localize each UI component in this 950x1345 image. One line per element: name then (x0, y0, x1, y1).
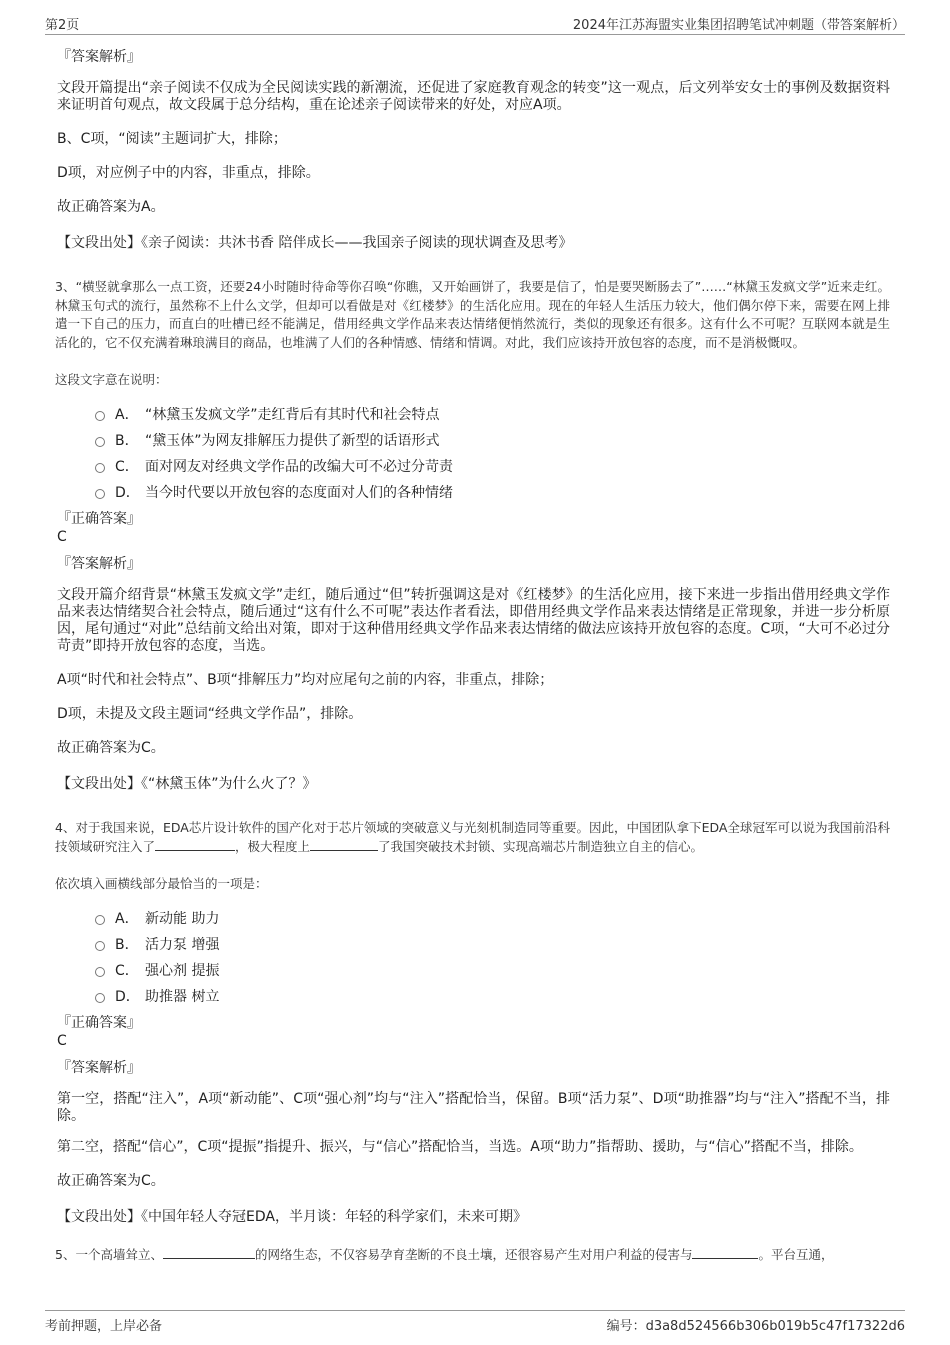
analysis-label: 『答案解析』 (57, 1060, 141, 1076)
analysis-paragraph: D项，对应例子中的内容，非重点，排除。 (57, 165, 320, 181)
option-b[interactable]: B． 活力泵 增强 (95, 932, 890, 958)
option-b[interactable]: B． “黛玉体”为网友排解压力提供了新型的话语形式 (95, 428, 890, 454)
analysis-paragraph: D项，未提及文段主题词“经典文学作品”，排除。 (57, 706, 363, 722)
passage-source: 【文段出处】《亲子阅读：共沐书香 陪伴成长——我国亲子阅读的现状调查及思考》 (57, 235, 573, 251)
correct-answer: C (57, 1033, 67, 1049)
analysis-paragraph: 第二空，搭配“信心”，C项“提振”指提升、振兴，与“信心”搭配恰当，当选。A项“助力”指帮助、援助，与“信心”搭配不当，排除。 (57, 1139, 863, 1155)
option-list (95, 906, 890, 1010)
footer-slogan: 考前押题，上岸必备 (45, 1319, 163, 1334)
option-a[interactable]: A． 新动能 助力 (95, 906, 890, 932)
question-stem: 4、对于我国来说，EDA芯片设计软件的国产化对于芯片领域的突破意义与光刻机制造同等重要。因此，中国团队拿下EDA全球冠军可以说为我国前沿科技领域研究注入了 ，极大程度上 了我国突破技术封锁、实现高端芯片制造独立自主的信心。 (55, 820, 890, 854)
fill-blank (155, 838, 235, 851)
question-stem: 5、一个高墙耸立、 的网络生态，不仅容易孕育垄断的不良土壤，还很容易产生对用户利益的侵害与 。平台互通， (55, 1247, 834, 1262)
radio-icon[interactable] (95, 411, 105, 421)
document-title: 2024年江苏海盟实业集团招聘笔试冲刺题（带答案解析） (572, 18, 905, 33)
question-prompt: 依次填入画横线部分最恰当的一项是： (55, 876, 268, 891)
analysis-paragraph: A项“时代和社会特点”、B项“排解压力”均对应尾句之前的内容，非重点，排除； (57, 672, 554, 688)
radio-icon[interactable] (95, 941, 105, 951)
analysis-paragraph: 文段开篇提出“亲子阅读不仅成为全民阅读实践的新潮流，还促进了家庭教育观念的转变”这一观点，后文列举安女士的事例及数据资料来证明首句观点，故文段属于总分结构，重在论述亲子阅读带来的好处，对应A项。 (57, 80, 890, 113)
page-header (45, 12, 905, 35)
radio-icon[interactable] (95, 489, 105, 499)
radio-icon[interactable] (95, 967, 105, 977)
question-stem: 3、“横竖就拿那么一点工资，还要24小时随时待命等你召唤“你瞧，又开始画饼了，我要是信了，怕是要哭断肠去了”……“林黛玉发疯文学”近来走红。林黛玉句式的流行，虽然称不上什么文学，但却可以看做是对《红楼梦》的生活化应用。现在的年轻人生活压力较大，他们偶尔停下来，需要在网上排遣一下自己的压力，而直白的吐槽已经不能满足，借用经典文学作品来表达情绪便悄然流行，类似的现象还有很多。这有什么不可呢？互联网本就是生活化的，它不仅充满着琳琅满目的商品，也堆满了人们的各种情感、情绪和情调。对此，我们应该持开放包容的态度，而不是消极慨叹。 (55, 279, 890, 350)
radio-icon[interactable] (95, 993, 105, 1003)
option-d[interactable]: D． 助推器 树立 (95, 984, 890, 1010)
correct-answer: C (57, 529, 67, 545)
radio-icon[interactable] (95, 915, 105, 925)
analysis-paragraph: 文段开篇介绍背景“林黛玉发疯文学”走红，随后通过“但”转折强调这是对《红楼梦》的生活化应用，接下来进一步指出借用经典文学作品来表达情绪契合社会特点，随后通过“这有什么不可呢”表达作者看法，即借用经典文学作品来表达情绪是正常现象，并进一步分析原因，尾句通过“对此”总结前文给出对策，即对于这种借用经典文学作品来表达情绪的做法应该持开放包容的态度。C项，“大可不必过分苛责”即持开放包容的态度，当选。 (57, 587, 890, 654)
correct-answer-label: 『正确答案』 (57, 511, 141, 527)
analysis-label: 『答案解析』 (57, 49, 141, 65)
page-number: 第2页 (45, 18, 80, 33)
fill-blank (163, 1246, 255, 1259)
analysis-conclusion: 故正确答案为C。 (57, 1173, 165, 1189)
fill-blank (310, 838, 378, 851)
correct-answer-label: 『正确答案』 (57, 1015, 141, 1031)
analysis-conclusion: 故正确答案为A。 (57, 199, 165, 215)
page-footer (45, 1310, 905, 1335)
analysis-label: 『答案解析』 (57, 556, 141, 572)
document-id: 编号：d3a8d524566b306b019b5c47f17322d6 (606, 1319, 905, 1334)
analysis-paragraph: B、C项，“阅读”主题词扩大，排除； (57, 131, 287, 147)
option-d[interactable]: D． 当今时代要以开放包容的态度面对人们的各种情绪 (95, 480, 890, 506)
analysis-paragraph: 第一空，搭配“注入”，A项“新动能”、C项“强心剂”均与“注入”搭配恰当，保留。B项“活力泵”、D项“助推器”均与“注入”搭配不当，排除。 (57, 1091, 890, 1124)
option-list (95, 402, 890, 506)
option-c[interactable]: C． 强心剂 提振 (95, 958, 890, 984)
question-prompt: 这段文字意在说明： (55, 372, 168, 387)
option-c[interactable]: C． 面对网友对经典文学作品的改编大可不必过分苛责 (95, 454, 890, 480)
radio-icon[interactable] (95, 463, 105, 473)
document-content (55, 38, 890, 1265)
analysis-conclusion: 故正确答案为C。 (57, 740, 165, 756)
radio-icon[interactable] (95, 437, 105, 447)
passage-source: 【文段出处】《中国年轻人夺冠EDA，半月谈：年轻的科学家们，未来可期》 (57, 1209, 527, 1225)
option-a[interactable]: A． “林黛玉发疯文学”走红背后有其时代和社会特点 (95, 402, 890, 428)
fill-blank (692, 1246, 758, 1259)
passage-source: 【文段出处】《“林黛玉体”为什么火了？》 (57, 776, 317, 792)
